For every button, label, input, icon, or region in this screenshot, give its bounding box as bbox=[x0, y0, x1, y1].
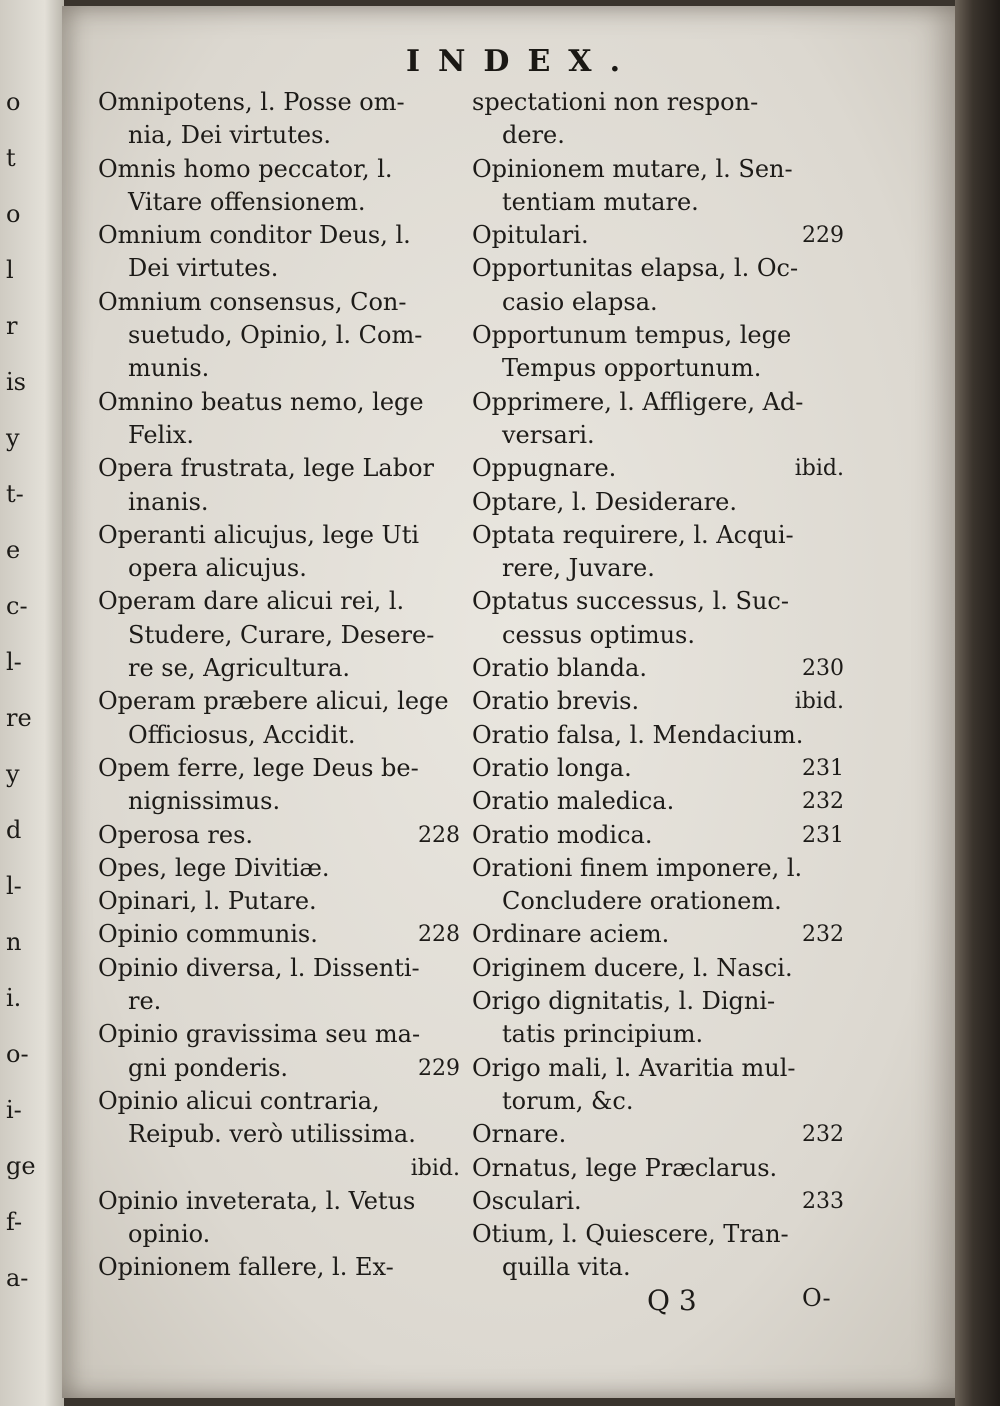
facing-page-fragment: i- bbox=[6, 1096, 22, 1124]
index-entry bbox=[472, 852, 844, 919]
facing-page-fragment: t- bbox=[6, 480, 24, 508]
entry-continuation: Officiosus, Accidit. bbox=[128, 720, 356, 749]
entry-headword: Oratio falsa, l. Mendacium. bbox=[472, 720, 804, 749]
entry-continuation: Reipub. verò utilissima. bbox=[128, 1120, 416, 1149]
index-column-left bbox=[98, 86, 460, 1285]
index-entry bbox=[472, 719, 844, 752]
entry-headword: Otium, l. Quiescere, Tran- bbox=[472, 1220, 789, 1249]
index-entry bbox=[98, 286, 460, 386]
index-entry bbox=[98, 153, 460, 220]
index-entry bbox=[98, 752, 460, 819]
index-entry bbox=[472, 319, 844, 386]
entry-headword: Oratio blanda. bbox=[472, 654, 647, 683]
facing-page-fragment: ge bbox=[6, 1152, 36, 1180]
entry-continuation: opera alicujus. bbox=[128, 554, 307, 583]
entry-continuation: re se, Agricultura. bbox=[128, 654, 351, 683]
facing-page-fragment: y bbox=[6, 760, 20, 788]
facing-page-fragment: d bbox=[6, 816, 22, 844]
entry-continuation: re. bbox=[128, 987, 162, 1016]
facing-page-fragment: a- bbox=[6, 1264, 29, 1292]
entry-headword: Optata requirere, l. Acqui- bbox=[472, 520, 794, 549]
entry-headword: Opinionem mutare, l. Sen- bbox=[472, 154, 793, 183]
entry-continuation: quilla vita. bbox=[502, 1253, 631, 1282]
entry-headword: Opera frustrata, lege Labor bbox=[98, 454, 435, 483]
entry-headword: Opinari, l. Putare. bbox=[98, 887, 317, 916]
page-reference: 229 bbox=[802, 223, 844, 249]
entry-headword bbox=[98, 1152, 460, 1185]
index-entry bbox=[472, 519, 844, 586]
entry-headword: Originem ducere, l. Nasci. bbox=[472, 953, 793, 982]
entry-headword: Opem ferre, lege Deus be- bbox=[98, 753, 419, 782]
catchword: O- bbox=[802, 1284, 831, 1312]
entry-headword: Opportunum tempus, lege bbox=[472, 321, 792, 350]
page-reference: ibid. bbox=[794, 456, 844, 482]
entry-headword: Opinio communis. bbox=[98, 920, 318, 949]
page-reference: 228 bbox=[418, 822, 460, 848]
index-entry bbox=[98, 1085, 460, 1152]
index-entry bbox=[98, 952, 460, 1019]
book-page bbox=[62, 6, 962, 1398]
entry-headword: Omnium consensus, Con- bbox=[98, 287, 407, 316]
index-entry bbox=[98, 452, 460, 519]
index-entry bbox=[472, 86, 844, 153]
page-reference: 228 bbox=[418, 922, 460, 948]
facing-page-fragment: is bbox=[6, 368, 26, 396]
index-entry bbox=[472, 1118, 844, 1151]
index-entry bbox=[472, 985, 844, 1052]
page-reference: 230 bbox=[802, 656, 844, 682]
entry-headword: Opinio alicui contraria, bbox=[98, 1086, 380, 1115]
entry-headword: Operam præbere alicui, lege bbox=[98, 687, 449, 716]
entry-headword: Omnium conditor Deus, l. bbox=[98, 221, 411, 250]
entry-continuation: Studere, Curare, Desere- bbox=[128, 620, 435, 649]
facing-page-fragment: t bbox=[6, 144, 16, 172]
facing-page-fragment: r bbox=[6, 312, 18, 340]
facing-page-fragment: y bbox=[6, 424, 20, 452]
entry-continuation: Vitare offensionem. bbox=[128, 187, 366, 216]
entry-headword: Opinio diversa, l. Dissenti- bbox=[98, 953, 420, 982]
index-entry bbox=[98, 685, 460, 752]
entry-continuation: gni ponderis. bbox=[128, 1053, 289, 1082]
entry-headword: Opinionem fallere, l. Ex- bbox=[98, 1253, 394, 1282]
entry-continuation: torum, &c. bbox=[502, 1086, 634, 1115]
entry-headword: Ornatus, lege Præclarus. bbox=[472, 1153, 778, 1182]
index-entry bbox=[472, 585, 844, 652]
entry-headword: Opinio gravissima seu ma- bbox=[98, 1020, 421, 1049]
entry-headword: Origo mali, l. Avaritia mul- bbox=[472, 1053, 796, 1082]
index-entry bbox=[98, 1152, 460, 1185]
entry-continuation: tatis principium. bbox=[502, 1020, 704, 1049]
entry-continuation: Tempus opportunum. bbox=[502, 354, 762, 383]
entry-headword: Oratio brevis. bbox=[472, 687, 640, 716]
page-footer bbox=[622, 1284, 831, 1324]
entry-continuation: casio elapsa. bbox=[502, 287, 658, 316]
entry-continuation: nia, Dei virtutes. bbox=[128, 121, 332, 150]
index-entry bbox=[472, 452, 844, 485]
entry-headword: Osculari. bbox=[472, 1186, 582, 1215]
index-entry bbox=[98, 1018, 460, 1085]
page-reference: 231 bbox=[802, 822, 844, 848]
entry-headword: Operam dare alicui rei, l. bbox=[98, 587, 405, 616]
entry-continuation: Felix. bbox=[128, 420, 195, 449]
entry-continuation: suetudo, Opinio, l. Com- bbox=[128, 321, 423, 350]
page-reference: 232 bbox=[802, 922, 844, 948]
entry-headword: Opprimere, l. Affligere, Ad- bbox=[472, 387, 804, 416]
entry-headword: Orationi finem imponere, l. bbox=[472, 853, 803, 882]
signature-mark: Q 3 bbox=[647, 1284, 697, 1317]
facing-page-fragment: o bbox=[6, 200, 21, 228]
page-reference: 229 bbox=[418, 1055, 460, 1081]
entry-headword: spectationi non respon- bbox=[472, 88, 759, 116]
entry-headword: Ornare. bbox=[472, 1120, 567, 1149]
entry-continuation: munis. bbox=[128, 354, 210, 383]
page-reference: 232 bbox=[802, 789, 844, 815]
entry-headword: Opportunitas elapsa, l. Oc- bbox=[472, 254, 799, 283]
entry-continuation: inanis. bbox=[128, 487, 209, 516]
page-reference: ibid. bbox=[794, 689, 844, 715]
index-entry bbox=[98, 519, 460, 586]
index-entry bbox=[472, 685, 844, 718]
entry-continuation: opinio. bbox=[128, 1220, 211, 1249]
entry-headword: Oratio modica. bbox=[472, 820, 653, 849]
index-entry bbox=[472, 252, 844, 319]
index-entry bbox=[472, 918, 844, 951]
entry-continuation: nignissimus. bbox=[128, 787, 281, 816]
page-header: INDEX. bbox=[405, 44, 639, 79]
entry-continuation: rere, Juvare. bbox=[502, 554, 655, 583]
facing-page-fragment: l- bbox=[6, 648, 22, 676]
index-entry bbox=[472, 752, 844, 785]
facing-page-fragment: n bbox=[6, 928, 22, 956]
index-entry bbox=[472, 486, 844, 519]
index-entry bbox=[472, 1052, 844, 1119]
entry-headword: Oppugnare. bbox=[472, 454, 617, 483]
entry-headword: Opes, lege Divitiæ. bbox=[98, 853, 330, 882]
index-entry bbox=[98, 585, 460, 685]
facing-page-fragment: l bbox=[6, 256, 14, 284]
facing-page-fragment: o bbox=[6, 88, 21, 116]
index-entry bbox=[472, 386, 844, 453]
entry-headword: Optatus successus, l. Suc- bbox=[472, 587, 789, 616]
facing-page-fragment: re bbox=[6, 704, 32, 732]
page-reference: 233 bbox=[802, 1188, 844, 1214]
facing-page-fragment: f- bbox=[6, 1208, 23, 1236]
page-reference: ibid. bbox=[410, 1155, 460, 1181]
entry-headword: Opinio inveterata, l. Vetus bbox=[98, 1186, 416, 1215]
index-entry bbox=[472, 952, 844, 985]
page-reference: 232 bbox=[802, 1122, 844, 1148]
index-entry bbox=[98, 1251, 460, 1284]
index-entry bbox=[98, 386, 460, 453]
facing-page-fragment: l- bbox=[6, 872, 22, 900]
index-entry bbox=[98, 819, 460, 852]
index-entry bbox=[472, 1152, 844, 1185]
facing-page-fragment: i. bbox=[6, 984, 22, 1012]
index-entry bbox=[98, 1185, 460, 1252]
entry-headword: Origo dignitatis, l. Digni- bbox=[472, 987, 776, 1016]
facing-page-fragment: c- bbox=[6, 592, 28, 620]
entry-headword: Omnis homo peccator, l. bbox=[98, 154, 393, 183]
index-entry bbox=[98, 918, 460, 951]
entry-headword: Operanti alicujus, lege Uti bbox=[98, 520, 420, 549]
book-fore-edge bbox=[955, 0, 1000, 1406]
index-entry bbox=[472, 1218, 844, 1285]
index-entry bbox=[98, 219, 460, 286]
entry-continuation: cessus optimus. bbox=[502, 620, 695, 649]
facing-page-fragment: o- bbox=[6, 1040, 29, 1068]
entry-headword: Omnino beatus nemo, lege bbox=[98, 387, 424, 416]
entry-continuation: tentiam mutare. bbox=[502, 187, 699, 216]
index-entry bbox=[98, 852, 460, 885]
entry-headword: Opitulari. bbox=[472, 221, 589, 250]
index-entry bbox=[472, 153, 844, 220]
index-entry bbox=[472, 785, 844, 818]
entry-continuation: Dei virtutes. bbox=[128, 254, 279, 283]
index-entry bbox=[472, 219, 844, 252]
entry-headword: Omnipotens, l. Posse om- bbox=[98, 88, 405, 116]
index-entry bbox=[98, 885, 460, 918]
index-entry bbox=[98, 86, 460, 153]
index-column-right bbox=[472, 86, 844, 1285]
entry-headword: Operosa res. bbox=[98, 820, 254, 849]
index-entry bbox=[472, 819, 844, 852]
entry-headword: Optare, l. Desiderare. bbox=[472, 487, 737, 516]
page-reference: 231 bbox=[802, 755, 844, 781]
entry-headword: Oratio longa. bbox=[472, 753, 632, 782]
facing-page-fragment: e bbox=[6, 536, 21, 564]
entry-continuation: dere. bbox=[502, 121, 565, 150]
entry-continuation: versari. bbox=[502, 420, 595, 449]
facing-page-edge bbox=[0, 0, 64, 1406]
entry-headword: Ordinare aciem. bbox=[472, 920, 670, 949]
index-entry bbox=[472, 652, 844, 685]
entry-continuation: Concludere orationem. bbox=[502, 887, 782, 916]
index-entry bbox=[472, 1185, 844, 1218]
entry-headword: Oratio maledica. bbox=[472, 787, 675, 816]
